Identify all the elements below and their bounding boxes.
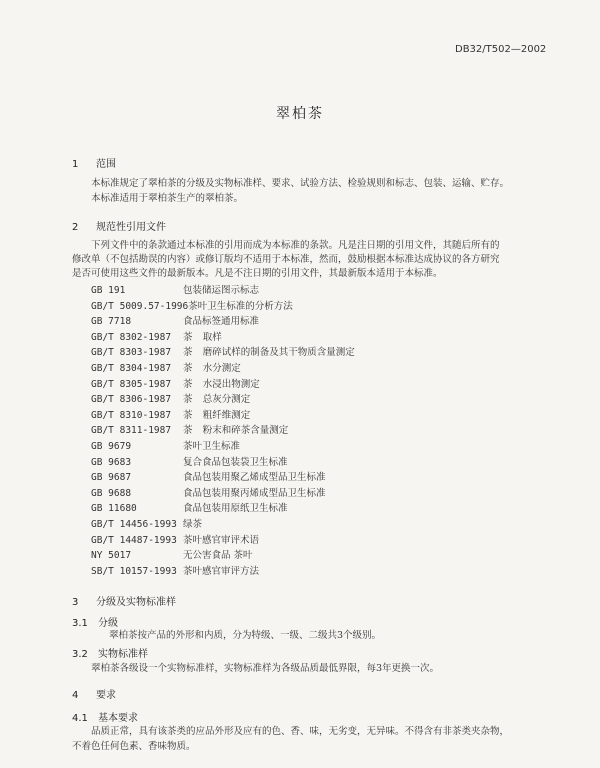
subsection-3-1-heading bbox=[72, 614, 118, 629]
reference-item bbox=[91, 500, 288, 514]
reference-category: 茶 bbox=[183, 378, 193, 390]
paragraph-line: 本标准适用于翠柏茶生产的翠柏茶。 bbox=[91, 193, 244, 204]
reference-code: GB/T 8311-1987 bbox=[91, 425, 172, 437]
reference-item bbox=[91, 344, 355, 358]
reference-title: 粗纤维测定 bbox=[202, 409, 251, 421]
section-title: 分级及实物标准样 bbox=[96, 597, 176, 608]
reference-item bbox=[91, 469, 326, 483]
paragraph-line: 修改单（不包括勘误的内容）或修订版均不适用于本标准，然而，鼓励根据本标准达成协议的各方研究 bbox=[72, 254, 500, 265]
section-4-heading bbox=[72, 686, 116, 701]
section-number: 1 bbox=[72, 159, 79, 170]
reference-item bbox=[91, 547, 253, 561]
paragraph-line: 品质正常，具有该茶类的应品外形及应有的色、香、味，无劣变，无异味。不得含有非茶类夹杂物， bbox=[91, 726, 510, 737]
reference-category: 茶 bbox=[183, 425, 193, 437]
reference-code: GB 11680 bbox=[91, 503, 137, 515]
reference-title: 取样 bbox=[202, 331, 222, 343]
reference-title: 水浸出物测定 bbox=[202, 378, 260, 390]
subsection-number: 3.1 bbox=[72, 618, 88, 629]
reference-item bbox=[91, 313, 259, 327]
reference-code: GB/T 8310-1987 bbox=[91, 409, 172, 421]
reference-item bbox=[91, 407, 250, 421]
reference-code: NY 5017 bbox=[91, 550, 132, 562]
reference-code: GB/T 14456-1993 bbox=[91, 519, 177, 530]
section-number: 4 bbox=[72, 690, 79, 701]
reference-code: GB/T 8303-1987 bbox=[91, 347, 172, 359]
section-3-heading bbox=[72, 593, 176, 608]
reference-title: 食品包装用原纸卫生标准 bbox=[183, 503, 288, 515]
reference-item bbox=[91, 298, 293, 312]
subsection-number: 3.2 bbox=[72, 649, 88, 660]
reference-code: GB 9683 bbox=[91, 456, 132, 468]
section-2-heading bbox=[72, 218, 166, 233]
reference-item bbox=[91, 516, 202, 530]
reference-title: 茶叶感官审评方法 bbox=[183, 565, 260, 577]
reference-category: 茶 bbox=[183, 409, 193, 421]
reference-title: 茶叶卫生标准 bbox=[183, 441, 241, 452]
subsection-title: 实物标准样 bbox=[98, 649, 148, 660]
reference-code: GB 7718 bbox=[91, 316, 132, 328]
reference-title: 磨碎试样的制备及其干物质含量测定 bbox=[202, 347, 355, 359]
paragraph-line: 是否可使用这些文件的最新版本。凡是不注日期的引用文件，其最新版本适用于本标准。 bbox=[72, 268, 443, 279]
reference-title: 茶叶感官审评术语 bbox=[183, 534, 260, 546]
subsection-title: 分级 bbox=[98, 618, 118, 629]
reference-code: GB/T 8302-1987 bbox=[91, 331, 172, 343]
reference-item bbox=[91, 329, 222, 343]
section-number: 2 bbox=[72, 222, 79, 233]
reference-code: GB/T 8306-1987 bbox=[91, 394, 172, 406]
reference-title: 包装储运图示标志 bbox=[183, 285, 260, 296]
section-1-heading bbox=[72, 155, 116, 170]
section-title: 范围 bbox=[96, 159, 116, 170]
subsection-4-1-heading bbox=[72, 709, 138, 724]
reference-title: 无公害食品 茶叶 bbox=[183, 550, 253, 562]
subsection-3-2-heading bbox=[72, 645, 148, 660]
reference-code: GB/T 8304-1987 bbox=[91, 363, 172, 374]
subsection-title: 基本要求 bbox=[98, 713, 138, 724]
section-number: 3 bbox=[72, 597, 79, 608]
paragraph-line: 下列文件中的条款通过本标准的引用而成为本标准的条款。凡是注日期的引用文件，其随后所有的 bbox=[91, 240, 500, 251]
reference-item bbox=[91, 532, 259, 546]
reference-item bbox=[91, 376, 260, 390]
reference-code: GB 9679 bbox=[91, 441, 132, 452]
reference-item bbox=[91, 454, 288, 468]
paragraph-line: 翠柏茶按产品的外形和内质，分为特级、一级、二级共3个级别。 bbox=[109, 630, 382, 641]
reference-title: 粉末和碎茶含量测定 bbox=[202, 425, 289, 437]
reference-code: GB/T 8305-1987 bbox=[91, 378, 172, 390]
reference-item bbox=[91, 422, 288, 436]
reference-item bbox=[91, 563, 259, 577]
reference-code: GB 191 bbox=[91, 285, 126, 296]
reference-title: 绿茶 bbox=[183, 519, 203, 530]
reference-category: 茶 bbox=[183, 394, 193, 406]
reference-item bbox=[91, 360, 241, 374]
page-title: 翠柏茶 bbox=[276, 106, 324, 122]
reference-title: 水分测定 bbox=[202, 363, 241, 374]
paragraph-line: 不着色任何色素、香味物质。 bbox=[72, 741, 196, 752]
section-title: 规范性引用文件 bbox=[96, 222, 166, 233]
paragraph-line: 本标准规定了翠柏茶的分级及实物标准样、要求、试验方法、检验规则和标志、包装、运输、贮存。 bbox=[91, 178, 510, 189]
reference-title: 食品标签通用标准 bbox=[183, 316, 260, 328]
reference-category: 茶 bbox=[183, 347, 193, 359]
reference-item bbox=[91, 391, 250, 405]
section-title: 要求 bbox=[96, 690, 116, 701]
reference-title: 食品包装用聚丙烯成型品卫生标准 bbox=[183, 487, 326, 499]
reference-item bbox=[91, 282, 259, 296]
reference-category: 茶 bbox=[183, 331, 193, 343]
reference-item bbox=[91, 438, 240, 452]
document-number: DB32/T502—2002 bbox=[455, 44, 547, 55]
reference-title: 食品包装用聚乙烯成型品卫生标准 bbox=[183, 472, 326, 484]
reference-category: 茶 bbox=[183, 363, 193, 374]
subsection-number: 4.1 bbox=[72, 713, 88, 724]
reference-item bbox=[91, 485, 326, 499]
reference-title: 茶叶卫生标准的分析方法 bbox=[188, 300, 293, 312]
paragraph-line: 翠柏茶各级设一个实物标准样，实物标准样为各级品质最低界限，每3年更换一次。 bbox=[91, 663, 440, 674]
reference-code: GB 9688 bbox=[91, 487, 132, 499]
reference-code: GB 9687 bbox=[91, 472, 132, 484]
reference-code: SB/T 10157-1993 bbox=[91, 565, 177, 577]
reference-title: 总灰分测定 bbox=[202, 394, 251, 406]
reference-code: GB/T 5009.57-1996 bbox=[91, 300, 189, 312]
reference-code: GB/T 14487-1993 bbox=[91, 534, 177, 546]
reference-title: 复合食品包装袋卫生标准 bbox=[183, 456, 288, 468]
